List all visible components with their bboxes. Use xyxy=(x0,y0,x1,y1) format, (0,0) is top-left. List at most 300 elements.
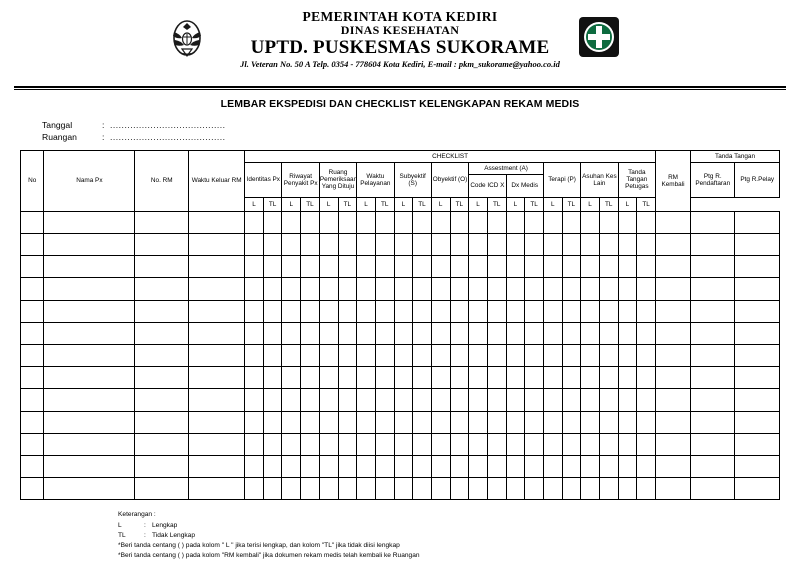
table-cell[interactable] xyxy=(656,256,691,278)
table-cell[interactable] xyxy=(263,455,282,477)
table-cell[interactable] xyxy=(525,433,544,455)
table-cell[interactable] xyxy=(562,322,581,344)
table-cell[interactable] xyxy=(263,345,282,367)
table-cell[interactable] xyxy=(21,389,44,411)
table-cell[interactable] xyxy=(319,389,338,411)
table-cell[interactable] xyxy=(394,478,413,500)
table-cell[interactable] xyxy=(487,234,506,256)
table-cell[interactable] xyxy=(691,411,735,433)
table-cell[interactable] xyxy=(637,234,656,256)
table-cell[interactable] xyxy=(189,234,245,256)
table-cell[interactable] xyxy=(21,322,44,344)
table-cell[interactable] xyxy=(394,411,413,433)
table-cell[interactable] xyxy=(189,345,245,367)
table-cell[interactable] xyxy=(618,256,637,278)
table-cell[interactable] xyxy=(189,411,245,433)
table-cell[interactable] xyxy=(637,211,656,233)
table-cell[interactable] xyxy=(581,478,600,500)
table-cell[interactable] xyxy=(487,278,506,300)
table-cell[interactable] xyxy=(469,300,488,322)
table-cell[interactable] xyxy=(375,300,394,322)
table-cell[interactable] xyxy=(21,345,44,367)
table-cell[interactable] xyxy=(44,300,135,322)
table-cell[interactable] xyxy=(413,211,432,233)
table-cell[interactable] xyxy=(263,433,282,455)
table-cell[interactable] xyxy=(506,211,525,233)
table-cell[interactable] xyxy=(21,433,44,455)
table-cell[interactable] xyxy=(599,345,618,367)
table-cell[interactable] xyxy=(301,478,320,500)
table-cell[interactable] xyxy=(135,411,189,433)
table-cell[interactable] xyxy=(735,211,780,233)
table-cell[interactable] xyxy=(543,455,562,477)
table-cell[interactable] xyxy=(581,300,600,322)
table-cell[interactable] xyxy=(375,234,394,256)
table-cell[interactable] xyxy=(487,411,506,433)
table-cell[interactable] xyxy=(599,322,618,344)
table-cell[interactable] xyxy=(618,300,637,322)
table-cell[interactable] xyxy=(21,211,44,233)
table-cell[interactable] xyxy=(562,411,581,433)
table-cell[interactable] xyxy=(319,433,338,455)
table-cell[interactable] xyxy=(135,478,189,500)
table-cell[interactable] xyxy=(735,234,780,256)
table-cell[interactable] xyxy=(263,211,282,233)
table-cell[interactable] xyxy=(245,211,264,233)
table-cell[interactable] xyxy=(394,367,413,389)
table-cell[interactable] xyxy=(357,389,376,411)
table-cell[interactable] xyxy=(135,322,189,344)
table-cell[interactable] xyxy=(338,300,357,322)
table-cell[interactable] xyxy=(135,433,189,455)
table-cell[interactable] xyxy=(637,300,656,322)
table-cell[interactable] xyxy=(618,411,637,433)
table-cell[interactable] xyxy=(450,211,469,233)
table-cell[interactable] xyxy=(44,433,135,455)
table-cell[interactable] xyxy=(245,389,264,411)
table-cell[interactable] xyxy=(525,300,544,322)
table-cell[interactable] xyxy=(357,433,376,455)
table-cell[interactable] xyxy=(282,411,301,433)
table-cell[interactable] xyxy=(357,211,376,233)
table-cell[interactable] xyxy=(357,345,376,367)
table-cell[interactable] xyxy=(525,256,544,278)
table-cell[interactable] xyxy=(301,278,320,300)
table-cell[interactable] xyxy=(319,411,338,433)
table-cell[interactable] xyxy=(301,300,320,322)
table-cell[interactable] xyxy=(263,411,282,433)
table-cell[interactable] xyxy=(282,433,301,455)
table-cell[interactable] xyxy=(338,211,357,233)
table-cell[interactable] xyxy=(375,345,394,367)
table-cell[interactable] xyxy=(637,278,656,300)
table-cell[interactable] xyxy=(656,345,691,367)
table-cell[interactable] xyxy=(431,411,450,433)
table-cell[interactable] xyxy=(189,211,245,233)
table-row[interactable] xyxy=(21,389,780,411)
table-cell[interactable] xyxy=(487,322,506,344)
table-cell[interactable] xyxy=(189,389,245,411)
table-cell[interactable] xyxy=(263,322,282,344)
table-cell[interactable] xyxy=(375,389,394,411)
table-cell[interactable] xyxy=(543,389,562,411)
table-cell[interactable] xyxy=(469,211,488,233)
table-cell[interactable] xyxy=(21,234,44,256)
table-cell[interactable] xyxy=(691,455,735,477)
table-cell[interactable] xyxy=(413,234,432,256)
table-cell[interactable] xyxy=(301,433,320,455)
table-cell[interactable] xyxy=(44,322,135,344)
table-cell[interactable] xyxy=(562,278,581,300)
table-cell[interactable] xyxy=(282,300,301,322)
table-cell[interactable] xyxy=(394,322,413,344)
table-cell[interactable] xyxy=(394,300,413,322)
table-cell[interactable] xyxy=(543,367,562,389)
table-cell[interactable] xyxy=(525,234,544,256)
table-cell[interactable] xyxy=(357,322,376,344)
table-cell[interactable] xyxy=(618,389,637,411)
table-cell[interactable] xyxy=(525,278,544,300)
table-cell[interactable] xyxy=(357,234,376,256)
table-cell[interactable] xyxy=(525,478,544,500)
table-cell[interactable] xyxy=(525,367,544,389)
table-cell[interactable] xyxy=(301,256,320,278)
table-cell[interactable] xyxy=(319,367,338,389)
table-cell[interactable] xyxy=(319,455,338,477)
table-row[interactable] xyxy=(21,478,780,500)
table-cell[interactable] xyxy=(431,433,450,455)
table-cell[interactable] xyxy=(21,367,44,389)
table-cell[interactable] xyxy=(357,411,376,433)
table-cell[interactable] xyxy=(431,322,450,344)
table-cell[interactable] xyxy=(135,345,189,367)
table-cell[interactable] xyxy=(506,455,525,477)
table-cell[interactable] xyxy=(506,234,525,256)
table-cell[interactable] xyxy=(319,345,338,367)
table-cell[interactable] xyxy=(394,345,413,367)
table-cell[interactable] xyxy=(543,411,562,433)
table-cell[interactable] xyxy=(543,322,562,344)
table-cell[interactable] xyxy=(21,478,44,500)
meta-value-ruangan[interactable]: ........................................ xyxy=(110,132,226,143)
table-cell[interactable] xyxy=(301,367,320,389)
table-cell[interactable] xyxy=(135,367,189,389)
table-cell[interactable] xyxy=(525,322,544,344)
table-cell[interactable] xyxy=(413,367,432,389)
table-cell[interactable] xyxy=(506,256,525,278)
table-cell[interactable] xyxy=(599,367,618,389)
table-cell[interactable] xyxy=(319,234,338,256)
table-cell[interactable] xyxy=(413,278,432,300)
table-cell[interactable] xyxy=(413,455,432,477)
table-cell[interactable] xyxy=(263,300,282,322)
table-cell[interactable] xyxy=(618,478,637,500)
table-cell[interactable] xyxy=(263,278,282,300)
table-cell[interactable] xyxy=(431,278,450,300)
table-cell[interactable] xyxy=(189,478,245,500)
table-cell[interactable] xyxy=(735,389,780,411)
table-cell[interactable] xyxy=(562,455,581,477)
table-cell[interactable] xyxy=(469,455,488,477)
table-cell[interactable] xyxy=(357,256,376,278)
table-cell[interactable] xyxy=(691,300,735,322)
table-cell[interactable] xyxy=(691,367,735,389)
table-cell[interactable] xyxy=(338,478,357,500)
table-cell[interactable] xyxy=(245,322,264,344)
table-cell[interactable] xyxy=(487,478,506,500)
table-cell[interactable] xyxy=(637,433,656,455)
table-cell[interactable] xyxy=(431,389,450,411)
table-cell[interactable] xyxy=(487,389,506,411)
table-cell[interactable] xyxy=(431,256,450,278)
table-cell[interactable] xyxy=(691,211,735,233)
table-cell[interactable] xyxy=(282,211,301,233)
table-cell[interactable] xyxy=(581,211,600,233)
table-cell[interactable] xyxy=(394,211,413,233)
table-cell[interactable] xyxy=(562,433,581,455)
table-cell[interactable] xyxy=(656,411,691,433)
table-cell[interactable] xyxy=(487,256,506,278)
table-cell[interactable] xyxy=(375,278,394,300)
table-cell[interactable] xyxy=(656,478,691,500)
table-cell[interactable] xyxy=(245,455,264,477)
table-cell[interactable] xyxy=(375,367,394,389)
table-cell[interactable] xyxy=(506,389,525,411)
table-cell[interactable] xyxy=(450,478,469,500)
table-cell[interactable] xyxy=(375,322,394,344)
table-row[interactable] xyxy=(21,211,780,233)
table-cell[interactable] xyxy=(357,478,376,500)
table-cell[interactable] xyxy=(562,367,581,389)
table-cell[interactable] xyxy=(319,300,338,322)
table-cell[interactable] xyxy=(450,278,469,300)
table-cell[interactable] xyxy=(263,478,282,500)
table-cell[interactable] xyxy=(245,367,264,389)
table-cell[interactable] xyxy=(543,300,562,322)
table-cell[interactable] xyxy=(431,455,450,477)
table-cell[interactable] xyxy=(691,478,735,500)
table-row[interactable] xyxy=(21,411,780,433)
table-cell[interactable] xyxy=(562,211,581,233)
table-cell[interactable] xyxy=(413,389,432,411)
table-cell[interactable] xyxy=(431,367,450,389)
table-cell[interactable] xyxy=(413,322,432,344)
table-cell[interactable] xyxy=(487,455,506,477)
table-cell[interactable] xyxy=(44,389,135,411)
table-cell[interactable] xyxy=(282,367,301,389)
table-cell[interactable] xyxy=(338,455,357,477)
table-cell[interactable] xyxy=(691,345,735,367)
table-cell[interactable] xyxy=(357,300,376,322)
table-cell[interactable] xyxy=(735,278,780,300)
table-cell[interactable] xyxy=(469,389,488,411)
table-cell[interactable] xyxy=(338,411,357,433)
table-cell[interactable] xyxy=(450,234,469,256)
table-cell[interactable] xyxy=(581,389,600,411)
table-cell[interactable] xyxy=(618,345,637,367)
table-cell[interactable] xyxy=(637,455,656,477)
table-cell[interactable] xyxy=(599,256,618,278)
table-cell[interactable] xyxy=(135,389,189,411)
table-cell[interactable] xyxy=(338,256,357,278)
table-cell[interactable] xyxy=(413,300,432,322)
table-cell[interactable] xyxy=(656,367,691,389)
table-cell[interactable] xyxy=(543,211,562,233)
table-cell[interactable] xyxy=(338,389,357,411)
table-cell[interactable] xyxy=(469,256,488,278)
table-cell[interactable] xyxy=(735,322,780,344)
table-cell[interactable] xyxy=(562,234,581,256)
table-row[interactable] xyxy=(21,300,780,322)
table-cell[interactable] xyxy=(691,389,735,411)
table-cell[interactable] xyxy=(431,211,450,233)
table-cell[interactable] xyxy=(543,478,562,500)
table-cell[interactable] xyxy=(581,433,600,455)
table-cell[interactable] xyxy=(525,455,544,477)
table-cell[interactable] xyxy=(525,345,544,367)
table-row[interactable] xyxy=(21,234,780,256)
meta-value-tanggal[interactable]: ........................................ xyxy=(110,120,226,130)
table-cell[interactable] xyxy=(618,278,637,300)
table-cell[interactable] xyxy=(357,367,376,389)
table-cell[interactable] xyxy=(469,367,488,389)
table-row[interactable] xyxy=(21,322,780,344)
table-cell[interactable] xyxy=(21,300,44,322)
table-cell[interactable] xyxy=(543,345,562,367)
table-cell[interactable] xyxy=(431,478,450,500)
table-cell[interactable] xyxy=(413,345,432,367)
table-cell[interactable] xyxy=(618,367,637,389)
table-cell[interactable] xyxy=(301,234,320,256)
table-cell[interactable] xyxy=(245,433,264,455)
table-cell[interactable] xyxy=(375,478,394,500)
table-cell[interactable] xyxy=(282,345,301,367)
table-cell[interactable] xyxy=(581,234,600,256)
table-cell[interactable] xyxy=(506,278,525,300)
table-cell[interactable] xyxy=(263,389,282,411)
table-cell[interactable] xyxy=(599,411,618,433)
table-cell[interactable] xyxy=(543,256,562,278)
table-cell[interactable] xyxy=(735,345,780,367)
table-cell[interactable] xyxy=(450,411,469,433)
table-cell[interactable] xyxy=(487,345,506,367)
table-cell[interactable] xyxy=(245,411,264,433)
table-cell[interactable] xyxy=(282,234,301,256)
table-cell[interactable] xyxy=(44,256,135,278)
table-cell[interactable] xyxy=(450,256,469,278)
table-cell[interactable] xyxy=(637,256,656,278)
table-cell[interactable] xyxy=(245,300,264,322)
table-cell[interactable] xyxy=(282,389,301,411)
table-cell[interactable] xyxy=(450,433,469,455)
table-cell[interactable] xyxy=(394,278,413,300)
table-cell[interactable] xyxy=(394,256,413,278)
table-cell[interactable] xyxy=(319,256,338,278)
table-cell[interactable] xyxy=(735,455,780,477)
table-cell[interactable] xyxy=(319,211,338,233)
table-cell[interactable] xyxy=(44,234,135,256)
table-cell[interactable] xyxy=(506,411,525,433)
table-cell[interactable] xyxy=(618,211,637,233)
table-cell[interactable] xyxy=(487,433,506,455)
table-cell[interactable] xyxy=(44,367,135,389)
table-cell[interactable] xyxy=(506,322,525,344)
table-cell[interactable] xyxy=(525,389,544,411)
table-cell[interactable] xyxy=(282,278,301,300)
table-cell[interactable] xyxy=(506,433,525,455)
table-cell[interactable] xyxy=(375,455,394,477)
table-cell[interactable] xyxy=(338,367,357,389)
table-cell[interactable] xyxy=(581,367,600,389)
table-cell[interactable] xyxy=(656,278,691,300)
table-cell[interactable] xyxy=(301,211,320,233)
table-cell[interactable] xyxy=(656,455,691,477)
table-cell[interactable] xyxy=(599,478,618,500)
table-cell[interactable] xyxy=(245,278,264,300)
table-cell[interactable] xyxy=(543,278,562,300)
table-cell[interactable] xyxy=(338,345,357,367)
table-cell[interactable] xyxy=(450,300,469,322)
table-cell[interactable] xyxy=(282,478,301,500)
table-cell[interactable] xyxy=(413,433,432,455)
table-cell[interactable] xyxy=(245,256,264,278)
table-cell[interactable] xyxy=(21,455,44,477)
table-cell[interactable] xyxy=(319,278,338,300)
table-cell[interactable] xyxy=(394,389,413,411)
table-cell[interactable] xyxy=(338,278,357,300)
table-cell[interactable] xyxy=(301,455,320,477)
table-cell[interactable] xyxy=(581,411,600,433)
table-cell[interactable] xyxy=(189,278,245,300)
table-cell[interactable] xyxy=(581,322,600,344)
table-cell[interactable] xyxy=(562,345,581,367)
table-cell[interactable] xyxy=(135,455,189,477)
table-cell[interactable] xyxy=(282,455,301,477)
table-cell[interactable] xyxy=(431,300,450,322)
table-cell[interactable] xyxy=(44,345,135,367)
table-row[interactable] xyxy=(21,367,780,389)
table-cell[interactable] xyxy=(581,278,600,300)
table-cell[interactable] xyxy=(357,455,376,477)
table-cell[interactable] xyxy=(357,278,376,300)
table-cell[interactable] xyxy=(599,455,618,477)
table-row[interactable] xyxy=(21,345,780,367)
table-cell[interactable] xyxy=(735,367,780,389)
table-cell[interactable] xyxy=(691,278,735,300)
table-cell[interactable] xyxy=(525,211,544,233)
table-cell[interactable] xyxy=(581,455,600,477)
table-cell[interactable] xyxy=(450,367,469,389)
table-cell[interactable] xyxy=(656,211,691,233)
table-cell[interactable] xyxy=(21,411,44,433)
table-cell[interactable] xyxy=(338,433,357,455)
table-cell[interactable] xyxy=(469,278,488,300)
table-cell[interactable] xyxy=(487,367,506,389)
table-cell[interactable] xyxy=(506,300,525,322)
table-cell[interactable] xyxy=(431,234,450,256)
table-cell[interactable] xyxy=(618,234,637,256)
table-cell[interactable] xyxy=(375,256,394,278)
table-cell[interactable] xyxy=(189,433,245,455)
table-cell[interactable] xyxy=(189,367,245,389)
table-cell[interactable] xyxy=(319,322,338,344)
table-cell[interactable] xyxy=(189,455,245,477)
table-cell[interactable] xyxy=(394,455,413,477)
table-cell[interactable] xyxy=(282,256,301,278)
table-cell[interactable] xyxy=(301,322,320,344)
table-cell[interactable] xyxy=(282,322,301,344)
table-cell[interactable] xyxy=(469,411,488,433)
